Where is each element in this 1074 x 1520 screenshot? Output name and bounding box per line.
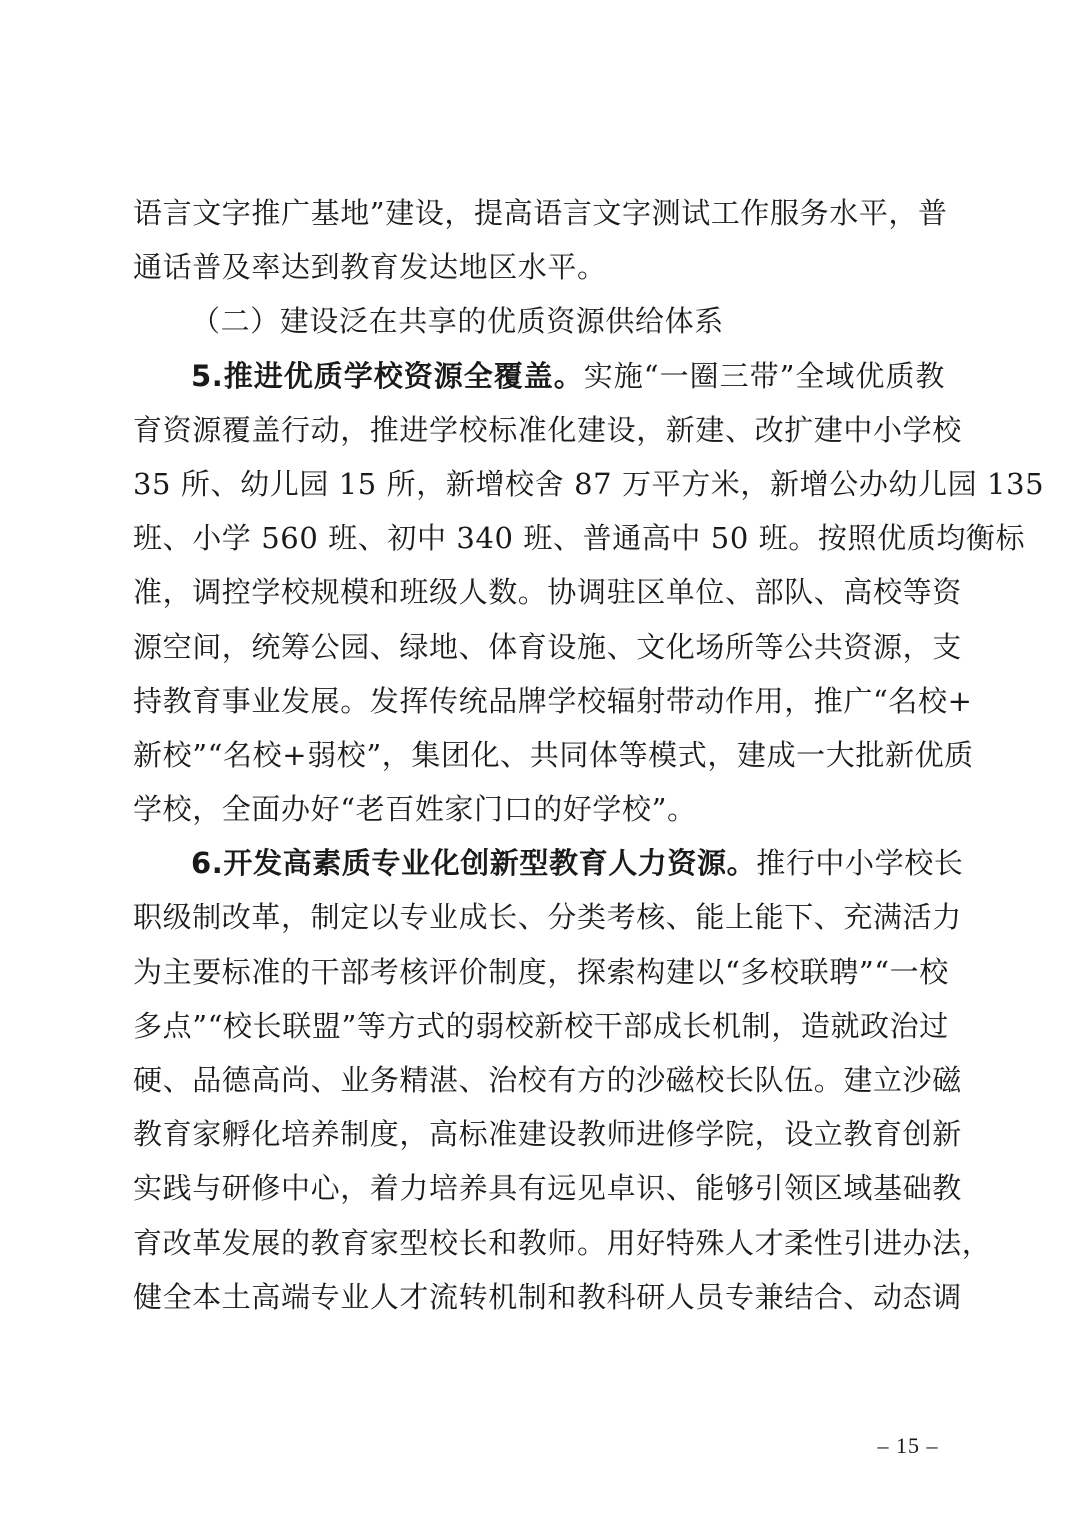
paragraph-line: 多点”“校长联盟”等方式的弱校新校干部成长机制，造就政治过	[133, 1008, 949, 1043]
body-text	[133, 186, 1045, 1324]
item-6-title: 开发高素质专业化创新型教育人力资源。	[223, 846, 757, 881]
paragraph-line: 班、小学 560 班、初中 340 班、普通高中 50 班。按照优质均衡标	[133, 521, 1026, 556]
paragraph-line: 35 所、幼儿园 15 所，新增校舍 87 万平方米，新增公办幼儿园 135	[133, 466, 1045, 501]
paragraph-line: 教育家孵化培养制度，高标准建设教师进修学院，设立教育创新	[133, 1117, 962, 1152]
item-6-text: 推行中小学校长	[756, 846, 964, 881]
paragraph-line: 健全本土高端专业人才流转机制和教科研人员专兼结合、动态调	[133, 1279, 962, 1314]
paragraph-line: 通话普及率达到教育发达地区水平。	[133, 250, 607, 285]
paragraph-line: 育改革发展的教育家型校长和教师。用好特殊人才柔性引进办法，	[133, 1225, 992, 1260]
item-5-text: 实施“一圈三带”全域优质教	[583, 358, 946, 393]
item-5-first-line	[133, 349, 945, 403]
item-6-number: 6.	[191, 846, 224, 881]
paragraph-line: 持教育事业发展。发挥传统品牌学校辐射带动作用，推广“名校+	[133, 683, 973, 718]
paragraph-line: 实践与研修中心，着力培养具有远见卓识、能够引领区域基础教	[133, 1171, 962, 1206]
paragraph-line: 学校，全面办好“老百姓家门口的好学校”。	[133, 792, 697, 827]
paragraph-line: 准，调控学校规模和班级人数。协调驻区单位、部队、高校等资	[133, 575, 962, 610]
paragraph-line: 新校”“名校+弱校”，集团化、共同体等模式，建成一大批新优质	[133, 737, 974, 772]
page-number: – 15 –	[877, 1433, 939, 1458]
item-5-title: 推进优质学校资源全覆盖。	[223, 358, 584, 393]
paragraph-line: 职级制改革，制定以专业成长、分类考核、能上能下、充满活力	[133, 900, 962, 935]
item-5-number: 5.	[191, 358, 224, 393]
paragraph-line: 源空间，统筹公园、绿地、体育设施、文化场所等公共资源，支	[133, 629, 962, 664]
paragraph-line: 语言文字推广基地”建设，提高语言文字测试工作服务水平，普	[133, 196, 948, 230]
paragraph-line: 为主要标准的干部考核评价制度，探索构建以“多校联聘”“一校	[133, 954, 949, 989]
section-heading: （二）建设泛在共享的优质资源供给体系	[191, 304, 724, 339]
item-6-first-line	[133, 836, 964, 890]
paragraph-line: 硬、品德高尚、业务精湛、治校有方的沙磁校长队伍。建立沙磁	[133, 1063, 962, 1097]
paragraph-line: 育资源覆盖行动，推进学校标准化建设，新建、改扩建中小学校	[133, 412, 962, 447]
